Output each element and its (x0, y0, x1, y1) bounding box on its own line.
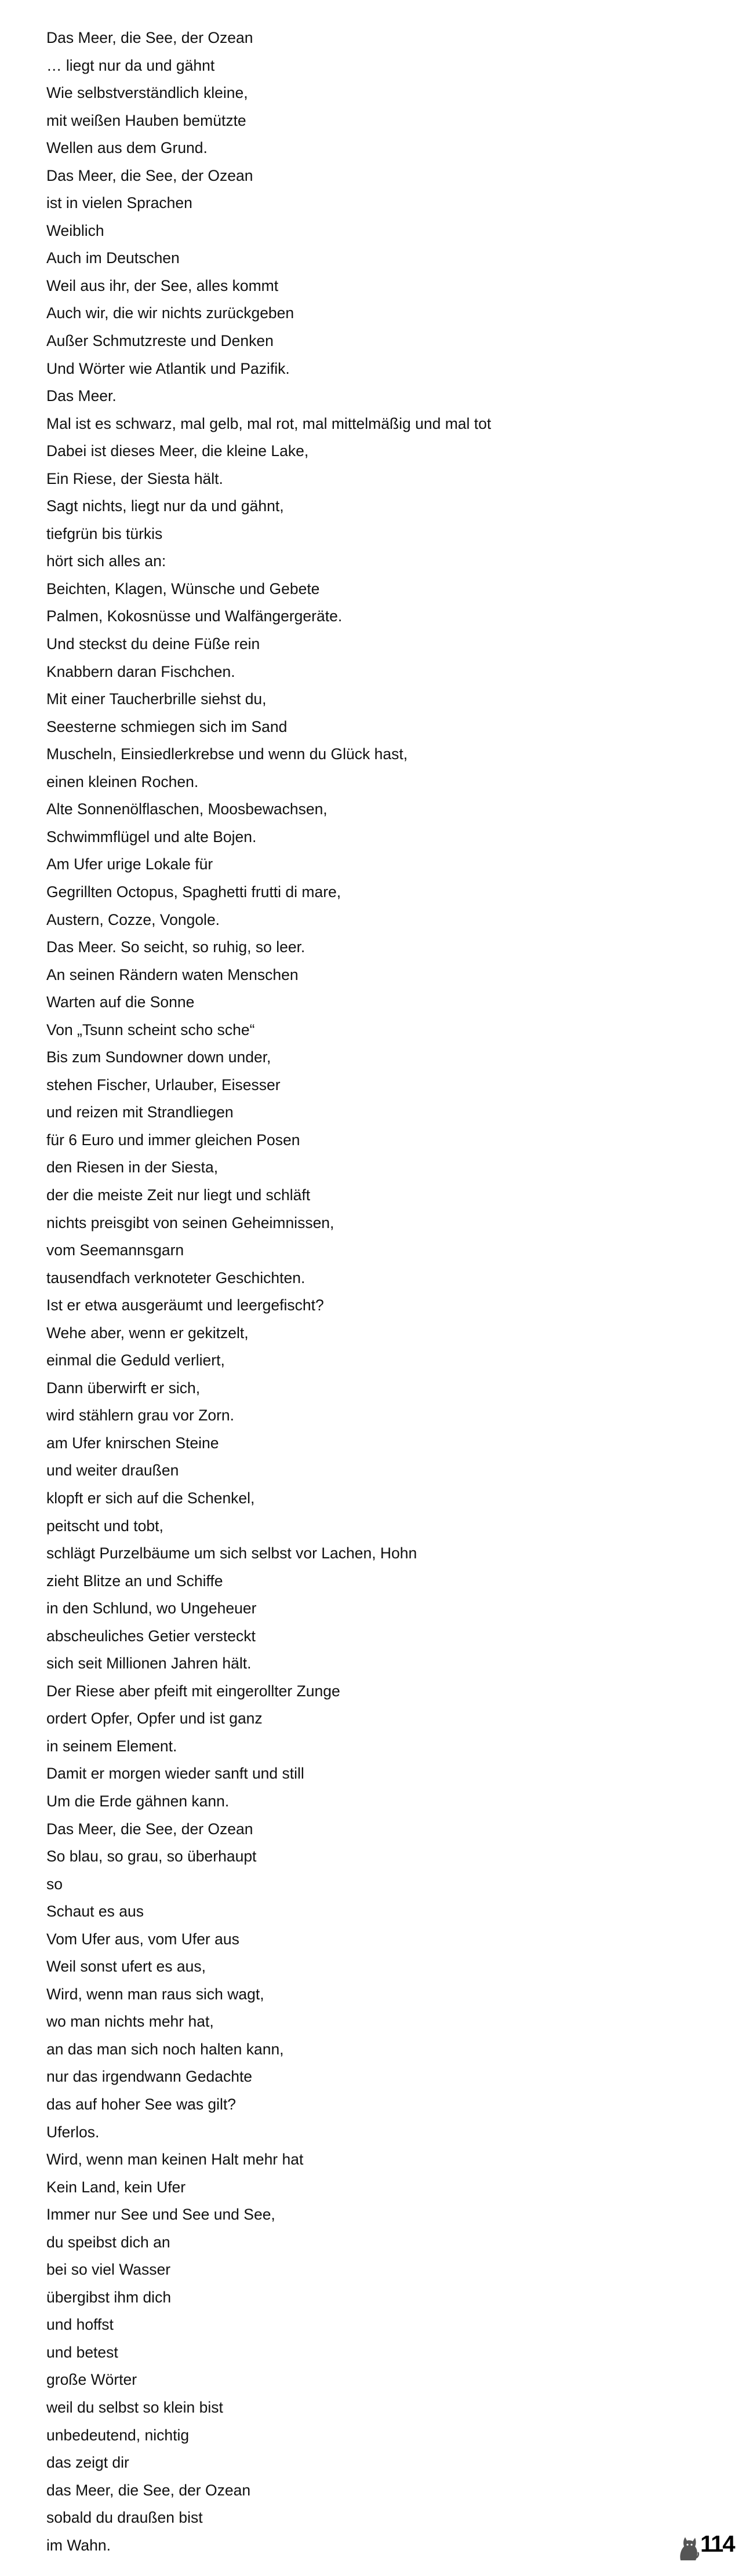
poem-line: Wird, wenn man raus sich wagt, (46, 1985, 264, 2003)
poem-line: Auch im Deutschen (46, 249, 180, 267)
poem-line: Schaut es aus (46, 1903, 144, 1921)
poem-line: abscheuliches Getier versteckt (46, 1627, 256, 1645)
poem-line: am Ufer knirschen Steine (46, 1434, 219, 1452)
poem-line: das zeigt dir (46, 2454, 129, 2472)
poem-line: in den Schlund, wo Ungeheuer (46, 1599, 257, 1617)
poem-line: Wie selbstverständlich kleine, (46, 84, 248, 102)
poem-line: wird stählern grau vor Zorn. (46, 1407, 235, 1424)
poem-line: Immer nur See und See und See, (46, 2206, 275, 2224)
poem-line: Dabei ist dieses Meer, die kleine Lake, (46, 442, 309, 460)
poem-line: Sagt nichts, liegt nur da und gähnt, (46, 497, 284, 515)
poem-line: Kein Land, kein Ufer (46, 2178, 186, 2196)
poem-line: Das Meer, die See, der Ozean (46, 29, 253, 46)
poem-line: Vom Ufer aus, vom Ufer aus (46, 1930, 239, 1948)
poem-line: Uferlos. (46, 2123, 100, 2141)
poem-line: Das Meer, die See, der Ozean (46, 166, 253, 184)
poem-line: in seinem Element. (46, 1737, 177, 1755)
poem-line: Wellen aus dem Grund. (46, 139, 208, 157)
page-mark (677, 2531, 735, 2564)
page-number: 114 (700, 2531, 734, 2557)
poem-line: Am Ufer urige Lokale für (46, 855, 213, 873)
poem-line: Das Meer. (46, 387, 117, 405)
poem-line: Um die Erde gähnen kann. (46, 1792, 230, 1810)
poem-line: für 6 Euro und immer gleichen Posen (46, 1131, 300, 1149)
poem-line: das auf hoher See was gilt? (46, 2096, 237, 2114)
poem-line: Austern, Cozze, Vongole. (46, 910, 220, 928)
poem-line: und hoffst (46, 2316, 114, 2334)
poem-line: Mal ist es schwarz, mal gelb, mal rot, mal mittelmäßig und mal tot (46, 414, 492, 432)
poem-line: ordert Opfer, Opfer und ist ganz (46, 1710, 263, 1728)
poem-line: mit weißen Hauben bemützte (46, 111, 246, 129)
poem-line: zieht Blitze an und Schiffe (46, 1572, 223, 1590)
poem-line: stehen Fischer, Urlauber, Eisesser (46, 1076, 281, 1094)
poem-line: einmal die Geduld verliert, (46, 1351, 225, 1369)
poem-line: Ist er etwa ausgeräumt und leergefischt? (46, 1296, 324, 1314)
poem-line: Und Wörter wie Atlantik und Pazifik. (46, 359, 290, 377)
poem-line: Warten auf die Sonne (46, 993, 195, 1011)
poem-line: … liegt nur da und gähnt (46, 56, 215, 74)
poem-line: Ein Riese, der Siesta hält. (46, 469, 223, 487)
poem-line: vom Seemannsgarn (46, 1241, 184, 1259)
poem-line: große Wörter (46, 2371, 137, 2389)
poem-line: sobald du draußen bist (46, 2509, 203, 2527)
poem-line: Muscheln, Einsiedlerkrebse und wenn du Glück hast, (46, 745, 408, 763)
cat-icon (677, 2535, 700, 2562)
poem-line: Das Meer. So seicht, so ruhig, so leer. (46, 938, 305, 956)
poem-line: Seesterne schmiegen sich im Sand (46, 717, 288, 735)
poem-line: Weil sonst ufert es aus, (46, 1958, 206, 1976)
poem-line: im Wahn. (46, 2536, 111, 2554)
poem-line: an das man sich noch halten kann, (46, 2040, 284, 2058)
poem-line: weil du selbst so klein bist (46, 2399, 223, 2417)
poem-line: Dann überwirft er sich, (46, 1379, 201, 1397)
poem-line: so (46, 1875, 63, 1893)
poem-line: Gegrillten Octopus, Spaghetti frutti di mare, (46, 883, 341, 901)
poem-line: Alte Sonnenölflaschen, Moosbewachsen, (46, 800, 328, 818)
poem-body (46, 24, 672, 2559)
poem-line: das Meer, die See, der Ozean (46, 2481, 251, 2499)
poem-line: und weiter draußen (46, 1462, 179, 1480)
poem-line: wo man nichts mehr hat, (46, 2013, 214, 2031)
poem-line: Palmen, Kokosnüsse und Walfängergeräte. (46, 607, 343, 625)
poem-line: Weil aus ihr, der See, alles kommt (46, 276, 279, 294)
poem-line: und reizen mit Strandliegen (46, 1103, 234, 1121)
poem-line: nur das irgendwann Gedachte (46, 2068, 253, 2086)
poem-line: nichts preisgibt von seinen Geheimnissen, (46, 1214, 334, 1231)
poem-line: Damit er morgen wieder sanft und still (46, 1765, 304, 1783)
poem-line: ist in vielen Sprachen (46, 194, 192, 212)
poem-line: Mit einer Taucherbrille siehst du, (46, 690, 267, 708)
poem-line: Der Riese aber pfeift mit eingerollter Zunge (46, 1682, 340, 1700)
poem-line: Weiblich (46, 221, 104, 239)
poem-line: übergibst ihm dich (46, 2288, 172, 2306)
poem-line: Beichten, Klagen, Wünsche und Gebete (46, 580, 320, 597)
poem-line: der die meiste Zeit nur liegt und schläft (46, 1186, 311, 1204)
poem-line: Das Meer, die See, der Ozean (46, 1820, 253, 1838)
poem-line: Wehe aber, wenn er gekitzelt, (46, 1324, 249, 1342)
poem-line: Auch wir, die wir nichts zurückgeben (46, 304, 294, 322)
poem-line: und betest (46, 2343, 118, 2361)
poem-line: sich seit Millionen Jahren hält. (46, 1655, 252, 1673)
poem-line: Und steckst du deine Füße rein (46, 635, 260, 653)
poem-line: hört sich alles an: (46, 552, 166, 570)
poem-line: schlägt Purzelbäume um sich selbst vor Lachen, Hohn (46, 1544, 417, 1562)
poem-line: Wird, wenn man keinen Halt mehr hat (46, 2151, 304, 2169)
poem-line: tiefgrün bis türkis (46, 524, 163, 542)
poem-line: Von „Tsunn scheint scho sche“ (46, 1021, 255, 1039)
poem-line: bei so viel Wasser (46, 2261, 171, 2279)
poem-line: Außer Schmutzreste und Denken (46, 332, 274, 350)
poem-line: den Riesen in der Siesta, (46, 1158, 219, 1176)
poem-line: klopft er sich auf die Schenkel, (46, 1489, 255, 1507)
poem-line: Knabbern daran Fischchen. (46, 662, 235, 680)
poem-line: einen kleinen Rochen. (46, 773, 199, 790)
poem-line: Bis zum Sundowner down under, (46, 1048, 271, 1066)
poem-line: du speibst dich an (46, 2233, 170, 2251)
poem-line: An seinen Rändern waten Menschen (46, 965, 299, 983)
poem-line: peitscht und tobt, (46, 1517, 163, 1535)
poem-line: Schwimmflügel und alte Bojen. (46, 828, 257, 846)
poem-line: unbedeutend, nichtig (46, 2426, 190, 2444)
poem-line: tausendfach verknoteter Geschichten. (46, 1269, 305, 1287)
poem-line: So blau, so grau, so überhaupt (46, 1848, 257, 1865)
